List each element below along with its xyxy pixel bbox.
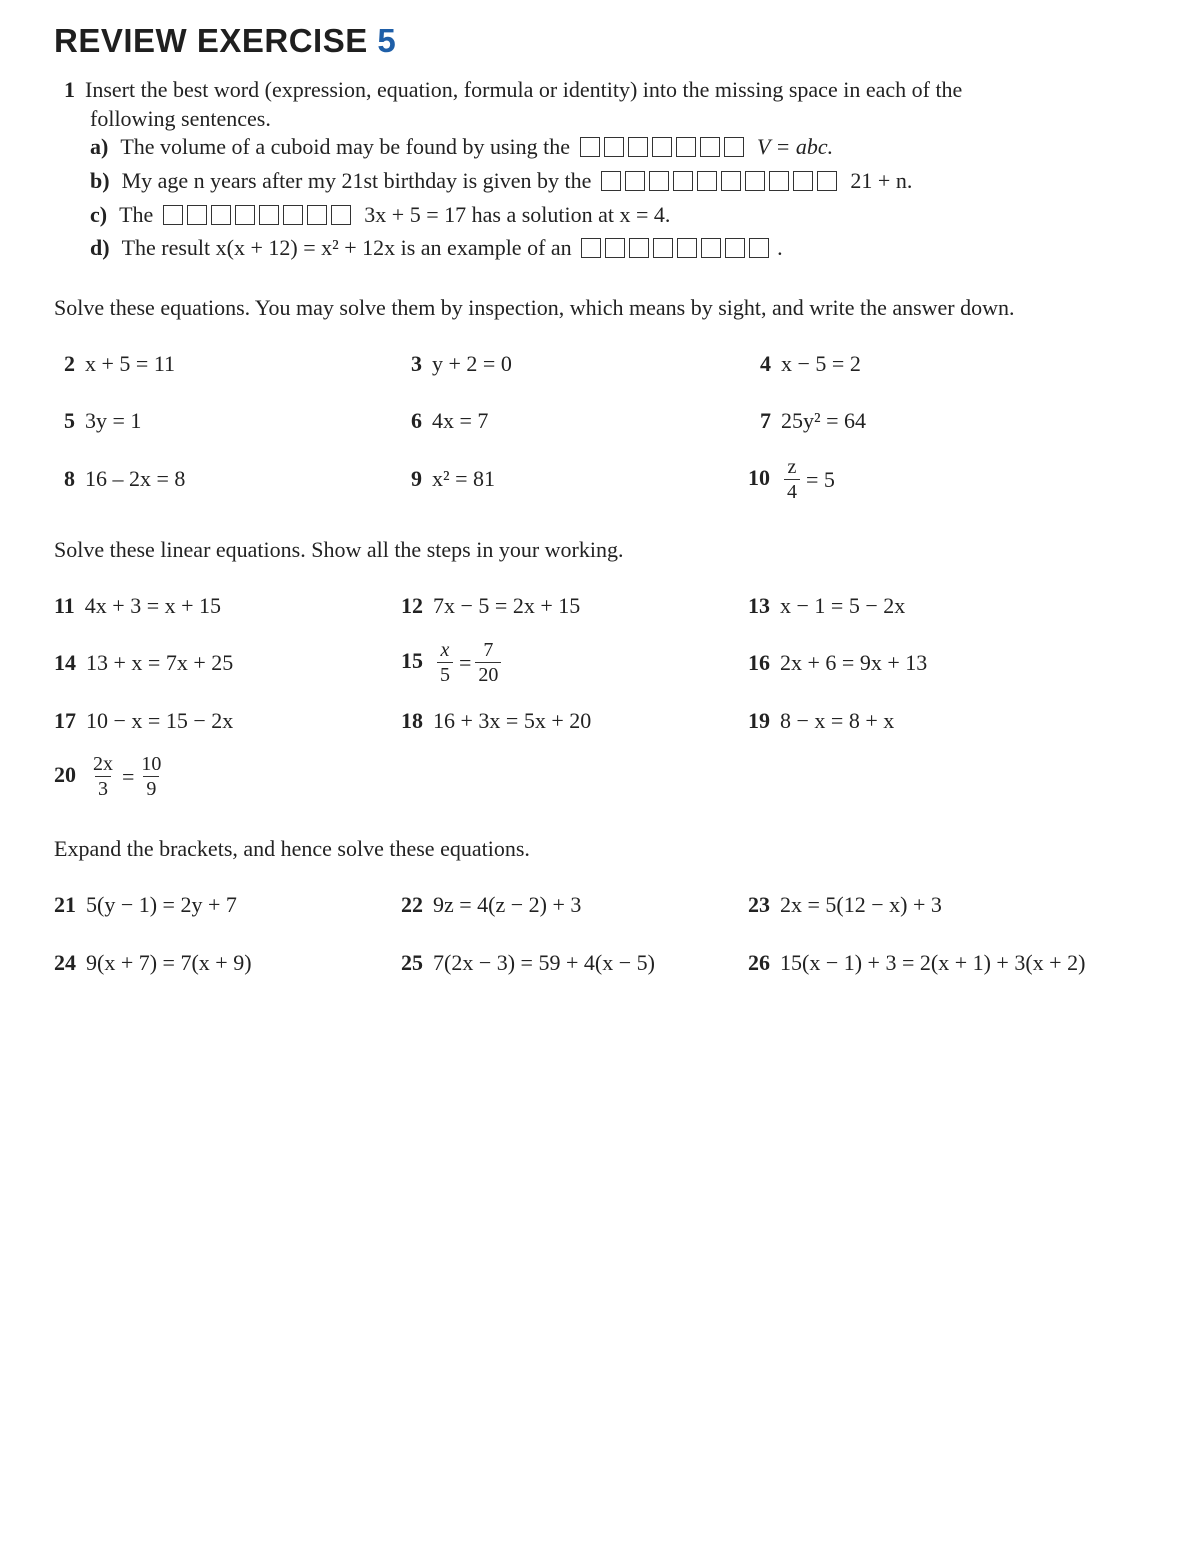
question-15 [401,638,505,687]
question-number: 26 [748,950,770,975]
question-5 [64,407,141,435]
question-number: 15 [401,647,423,673]
question-number: 10 [748,464,770,490]
question-11 [54,592,221,620]
question-3 [411,350,512,378]
question-7 [760,407,866,435]
equation: 9z = 4(z − 2) + 3 [433,892,582,917]
equation: 5(y − 1) = 2y + 7 [86,892,237,917]
question-1-intro-cont [90,105,271,133]
numerator: z [787,456,797,478]
equation: 25y² = 64 [781,408,867,433]
question-14 [54,649,233,677]
question-23 [748,891,942,919]
equation: x − 1 = 5 − 2x [780,593,906,618]
question-number: 3 [411,351,422,376]
part-text: The result x(x + 12) = x² + 12x is an example of an [121,235,572,260]
question-12 [401,592,580,620]
question-1-intro [64,76,962,104]
question-number: 7 [760,408,771,433]
question-25 [401,949,655,977]
part-text: The volume of a cuboid may be found by using the [120,134,571,159]
part-text: My age n years after my 21st birthday is given by the [121,168,592,193]
question-number: 13 [748,593,770,618]
numerator: x [440,639,450,661]
part-after: . [777,235,783,260]
question-text: Insert the best word (expression, equation, formula or identity) into the missing space in each of the [85,77,963,102]
question-number: 1 [64,77,75,102]
equation: 15(x − 1) + 3 = 2(x + 1) + 3(x + 2) [780,950,1086,975]
question-number: 23 [748,892,770,917]
fraction-rhs [138,752,164,801]
question-text: following sentences. [90,106,271,131]
part-after: V = abc. [757,134,834,159]
equation: 4x = 7 [432,408,489,433]
question-17 [54,707,233,735]
fraction-lhs [90,752,116,801]
question-1b [90,167,912,198]
page-title [54,22,396,60]
question-number: 4 [760,351,771,376]
title-text: REVIEW EXERCISE [54,22,368,59]
equals-sign: = [122,763,135,789]
question-number: 19 [748,708,770,733]
question-9 [411,465,495,493]
denominator: 9 [143,776,159,801]
numerator: 2x [93,753,113,775]
denominator: 4 [784,479,800,504]
part-label: c) [90,202,108,227]
equation: 10 − x = 15 − 2x [86,708,234,733]
equation: 7(2x − 3) = 59 + 4(x − 5) [433,950,655,975]
question-number: 25 [401,950,423,975]
equation: 16 – 2x = 8 [85,466,186,491]
question-number: 2 [64,351,75,376]
question-18 [401,707,591,735]
question-24 [54,949,252,977]
question-1a [90,133,833,164]
equation: 2x + 6 = 9x + 13 [780,650,928,675]
equation: x + 5 = 11 [85,351,175,376]
title-number: 5 [377,22,397,59]
part-after: 3x + 5 = 17 has a solution at x = 4. [364,202,671,227]
question-number: 5 [64,408,75,433]
part-text: The [119,202,154,227]
equation: 16 + 3x = 5x + 20 [433,708,592,733]
question-number: 22 [401,892,423,917]
question-number: 11 [54,593,75,618]
numerator: 7 [483,639,494,661]
equation: 3y = 1 [85,408,142,433]
equation: 7x − 5 = 2x + 15 [433,593,581,618]
equation: 2x = 5(12 − x) + 3 [780,892,942,917]
equation: 9(x + 7) = 7(x + 9) [86,950,252,975]
question-13 [748,592,905,620]
instruction-linear: Solve these linear equations. Show all the steps in your working. [54,537,624,562]
equation: 4x + 3 = x + 15 [84,593,222,618]
denominator: 5 [437,662,453,687]
part-label: d) [90,235,110,260]
part-label: a) [90,134,109,159]
question-4 [760,350,861,378]
part-after: 21 + n. [850,168,913,193]
question-20 [54,752,168,801]
question-21 [54,891,237,919]
question-8 [64,465,185,493]
question-6 [411,407,488,435]
question-number: 14 [54,650,76,675]
question-19 [748,707,894,735]
denominator: 3 [95,776,111,801]
question-22 [401,891,581,919]
answer-boxes[interactable] [580,136,748,164]
question-16 [748,649,927,677]
question-number: 8 [64,466,75,491]
equation: y + 2 = 0 [432,351,512,376]
part-label: b) [90,168,110,193]
question-number: 12 [401,593,423,618]
question-number: 18 [401,708,423,733]
question-number: 24 [54,950,76,975]
question-10 [748,455,835,504]
question-1c [90,201,670,232]
answer-boxes[interactable] [163,204,355,232]
numerator: 10 [141,753,162,775]
answer-boxes[interactable] [601,170,841,198]
question-number: 9 [411,466,422,491]
question-1d [90,234,783,265]
equation: 8 − x = 8 + x [780,708,895,733]
equation-rest: = 5 [806,466,835,492]
instruction-inspection: Solve these equations. You may solve them by inspection, which means by sight, and write the answer down. [54,295,1015,320]
question-26 [748,949,1085,977]
fraction-rhs [475,638,501,687]
answer-boxes[interactable] [581,237,773,265]
question-number: 17 [54,708,76,733]
fraction [784,455,800,504]
question-2 [64,350,175,378]
equation: 13 + x = 7x + 25 [86,650,234,675]
fraction-lhs [437,638,453,687]
equation: x² = 81 [432,466,496,491]
question-number: 20 [54,761,76,787]
question-number: 6 [411,408,422,433]
question-number: 21 [54,892,76,917]
equation: x − 5 = 2 [781,351,861,376]
denominator: 20 [475,662,501,687]
equals-sign: = [459,649,472,675]
question-number: 16 [748,650,770,675]
instruction-brackets: Expand the brackets, and hence solve these equations. [54,836,530,861]
